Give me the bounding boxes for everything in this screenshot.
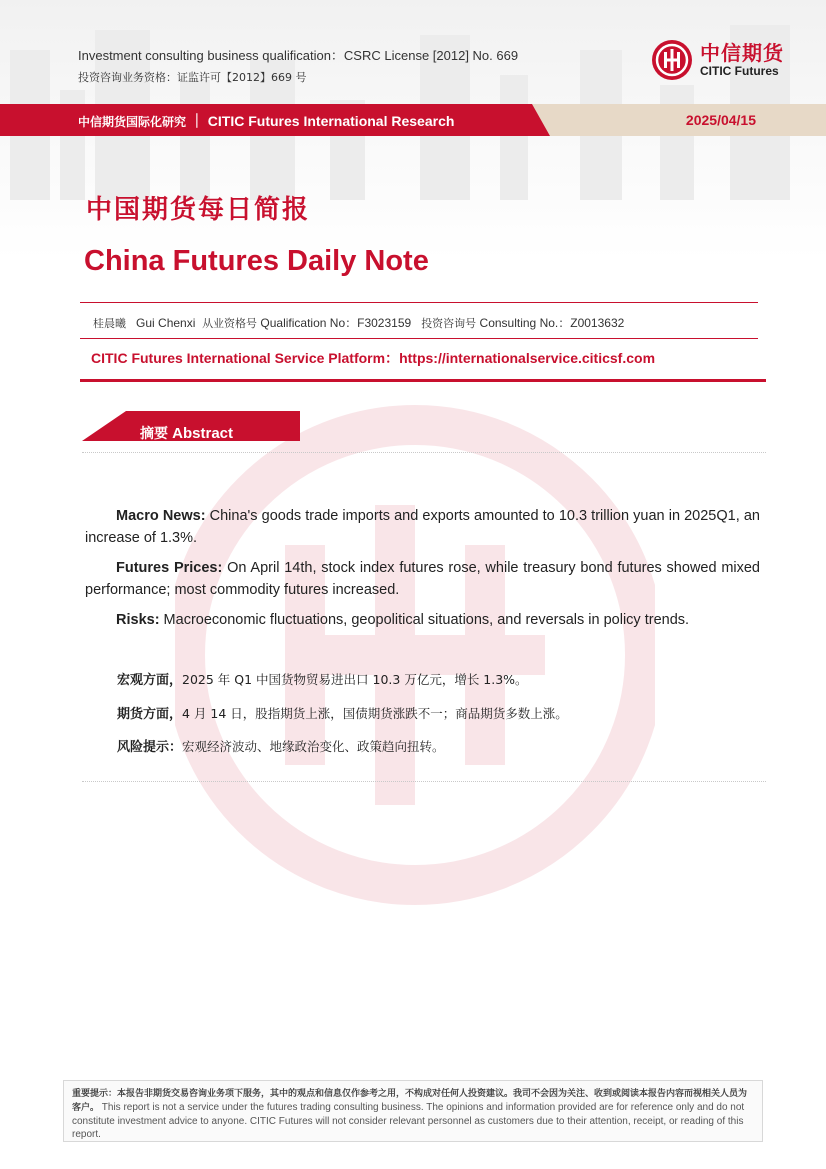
author-name-en: Gui Chenxi [136,316,196,330]
author-name-zh: 桂晨曦 [93,317,126,330]
abstract-item-text: On April 14th, stock index futures rose, while treasury bond futures showed mixed performance; most commodity futures increased. [85,560,760,598]
disclaimer-en: This report is not a service under the futures trading consulting business. The opinions and information provided are for reference only and do not constitute investment advice to anyone. CITIC Futures will not consider relevant personnel as customers due to their attention, receipt, or reading of this report. [72,1102,745,1140]
abstract-item-futures [85,557,760,601]
abstract-item-text: Macroeconomic fluctuations, geopolitical situations, and reversals in policy trends. [159,612,690,628]
abstract-item-risks [85,609,760,631]
banner-label [78,111,454,131]
abstract-divider-top [82,452,766,453]
company-logo [650,38,784,82]
abstract-zh-futures [117,703,568,722]
logo-name-zh: 中信期货 [700,41,784,65]
abstract-item-text: China's goods trade imports and exports amounted to 10.3 trillion yuan in 2025Q1, an increase of 1.3%. [85,508,760,546]
abstract-item-lead: Futures Prices: [116,560,223,576]
qualification-label-en: Qualification No： [260,316,358,330]
qualification-label-zh: 从业资格号 [202,317,258,330]
consulting-number: Z0013632 [570,316,625,330]
abstract-zh-text: 4 月 14 日，股指期货上涨，国债期货涨跌不一；商品期货多数上涨。 [182,706,568,721]
abstract-zh-lead: 期货方面， [117,707,183,722]
platform-url-link[interactable]: https://internationalservice.citicsf.com [399,350,656,366]
disclaimer-box [63,1080,763,1142]
report-date: 2025/04/15 [685,112,756,128]
abstract-item-lead: Macro News: [116,508,206,524]
page-title-zh: 中国期货每日简报 [86,195,311,225]
consulting-label-zh: 投资咨询号 [421,317,477,330]
abstract-zh-macro [117,669,528,688]
citic-logo-icon [650,38,694,82]
abstract-zh-lead: 风险提示： [117,740,183,755]
abstract-label-en: Abstract [172,425,234,442]
abstract-divider-bottom [82,781,766,782]
abstract-zh-risks [117,736,445,755]
section-banner [0,104,826,136]
abstract-item-lead: Risks: [116,612,160,628]
divider-top [80,302,758,303]
author-info [93,314,624,331]
abstract-zh-text: 宏观经济波动、地缘政治变化、政策趋向扭转。 [182,739,445,754]
abstract-label-zh: 摘要 [140,426,168,442]
banner-label-separator: ｜ [189,113,204,129]
banner-label-zh: 中信期货国际化研究 [78,115,187,129]
banner-label-en: CITIC Futures International Research [207,113,455,129]
service-platform [91,348,655,368]
citic-watermark-logo [175,395,655,915]
abstract-zh-text: 2025 年 Q1 中国货物贸易进出口 10.3 万亿元，增长 1.3%。 [182,672,528,687]
abstract-item-macro [85,505,760,549]
qualification-en: Investment consulting business qualification：CSRC License [2012] No. 669 [78,48,519,63]
consulting-label-en: Consulting No.： [479,316,571,330]
qualification-zh: 投资咨询业务资格：证监许可【2012】669 号 [78,71,307,84]
logo-name-en: CITIC Futures [700,64,779,78]
abstract-section-tag [82,411,300,441]
page-title-en: China Futures Daily Note [84,245,429,277]
qualification-number: F3023159 [357,316,412,330]
platform-label: CITIC Futures International Service Platform： [91,350,400,366]
divider-thick [80,379,766,382]
disclaimer-zh: 重要提示：本报告非期货交易咨询业务项下服务，其中的观点和信息仅作参考之用，不构成对任何人投资建议。我司不会因为关注、收到或阅读本报告内容而视相关人员为客户。 [72,1089,748,1113]
abstract-zh-lead: 宏观方面， [117,673,183,688]
divider-middle [80,338,758,339]
